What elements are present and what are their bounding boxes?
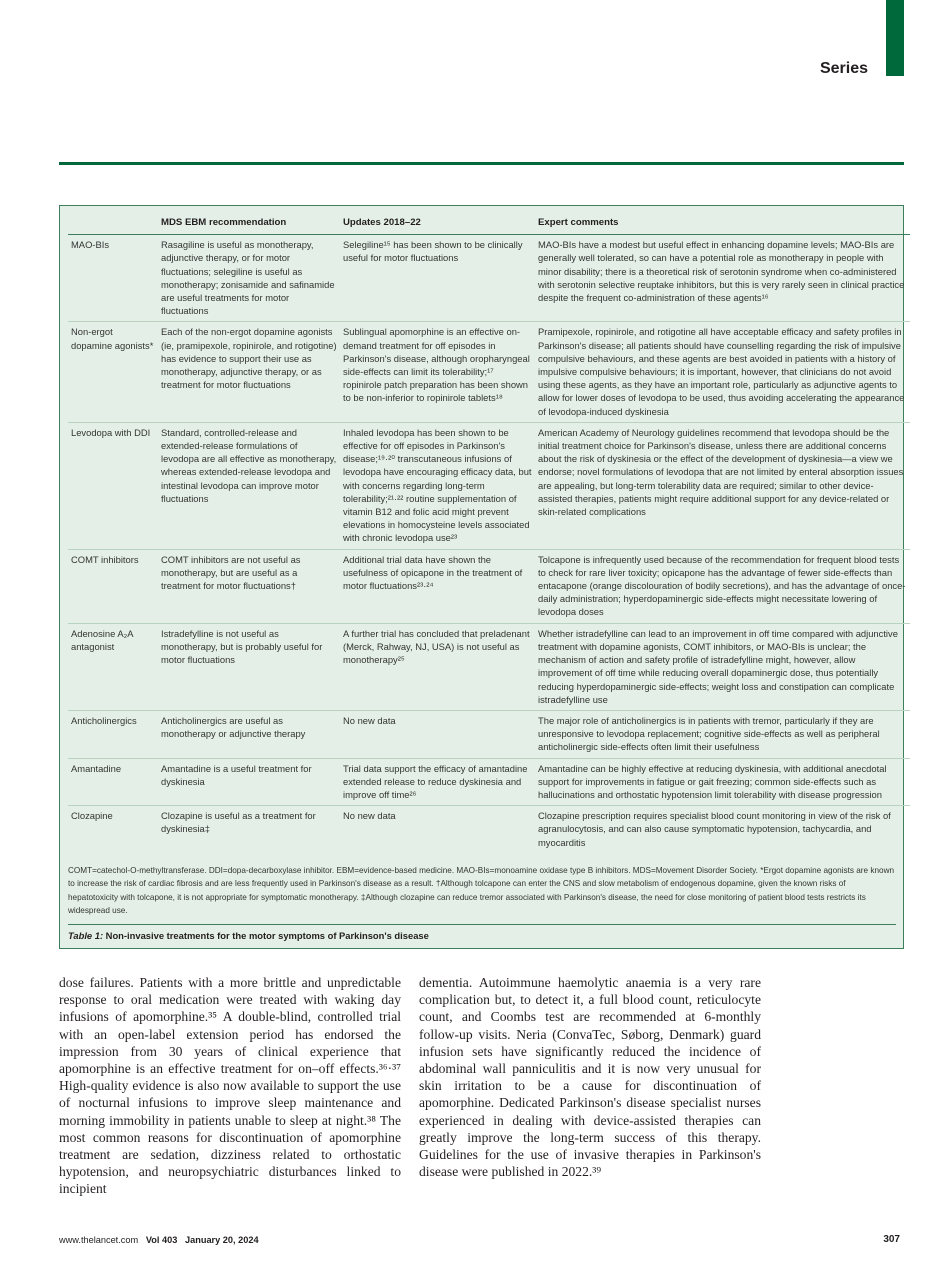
updates-cell: A further trial has concluded that preladenant (Merck, Rahway, NJ, USA) is not useful as monotherapy²⁵ [340,623,535,710]
body-text-left-column: dose failures. Patients with a more brittle and unpredictable response to oral medication were treated with waking day infusions of apomorphine.³⁵ A double-blind, controlled trial with an open-label extension period has endorsed the impression from 30 years of clinical experience that apomorphine is an effective treatment for on–off effects.³⁶·³⁷ High-quality evidence is also now available to support the use of nocturnal infusions to improve sleep maintenance and morning immobility in patients unable to sleep at night.³⁸ The most common reasons for discontinuation of apomorphine treatment are sedation, dizziness related to orthostatic hypotension, and neuropsychiatric disturbances linked to incipient [59,975,401,1197]
journal-volume: Vol 403 [145,1235,178,1245]
comments-cell: The major role of anticholinergics is in patients with tremor, particularly if they are unresponsive to levodopa replacement; cognitive side-effects as well as peripheral anticholinergic side-effects often limit their usefulness [535,710,910,758]
comments-cell: Pramipexole, ropinirole, and rotigotine all have acceptable efficacy and safety profiles in Parkinson's disease; all patients should have counselling regarding the risk of impulsive compulsive behaviours, and these agents are best avoided in patients with a history of impulsive compulsive behaviours; it is important, however, that clinicians do not avoid using these agents, as they have an important role, particularly as adjunctive agents to allow for lower doses of levodopa to be used, thus avoiding accelerating the appearance of levodopa-induced dyskinesia [535,322,910,422]
column-header: MDS EBM recommendation [158,212,340,235]
footer-citation [59,1235,259,1245]
recommendation-cell: Each of the non-ergot dopamine agonists (ie, pramipexole, ropinirole, and rotigotine) has evidence to support their use as monotherapy, adjunctive therapy, or as treatment for motor fluctuations [158,322,340,422]
drug-class-cell: Adenosine A₂A antagonist [68,623,158,710]
drug-class-cell: MAO-BIs [71,239,110,251]
section-label: Series [819,60,868,77]
updates-cell: Selegiline¹⁵ has been shown to be clinically useful for motor fluctuations [343,239,523,264]
body-text-right-column: dementia. Autoimmune haemolytic anaemia is a very rare complication but, to detect it, a full blood count, reticulocyte count, and Coombs test are recommended at 6-monthly follow-up visits. Neria (ConvaTec, Søborg, Denmark) guard infusion sets have significantly reduced the incidence of abdominal wall panniculitis and it is now very unusual for skin irritation to be a cause for discontinuation of apomorphine. Dedicated Parkinson's disease specialist nurses experienced in dealing with device-assisted therapies can greatly improve the long-term success of this therapy. Guidelines for the use of invasive therapies in Parkinson's disease were published in 2022.³⁹ [419,975,761,1180]
drug-class-cell: Clozapine [68,806,158,853]
updates-cell: Sublingual apomorphine is an effective on-demand treatment for off episodes in Parkinson's disease, although oropharyngeal side-effects can limit its tolerability;¹⁷ ropinirole patch preparation has been shown to be non-inferior to ropinirole tablets¹⁸ [340,322,535,422]
table-caption [68,930,429,941]
drug-class-cell: Levodopa with DDI [68,422,158,549]
drug-class-cell: COMT inhibitors [68,549,158,623]
table-row [68,422,910,549]
recommendation-cell: Clozapine is useful as a treatment for dyskinesia‡ [158,806,340,853]
table-header-row [68,212,910,235]
drug-class-cell: Anticholinergics [68,710,158,758]
recommendation-cell: Standard, controlled-release and extended-release formulations of levodopa are all effective as monotherapy, whereas extended-release levodopa and intestinal levodopa can improve motor fluctuations [158,422,340,549]
caption-rule [68,924,896,925]
updates-cell: Additional trial data have shown the usefulness of opicapone in the treatment of motor fluctuations²³·²⁴ [340,549,535,623]
drug-class-cell: Non-ergot dopamine agonists* [68,322,158,422]
updates-cell: No new data [340,710,535,758]
recommendation-cell: Amantadine is a useful treatment for dyskinesia [158,758,340,806]
table-caption-text: Non-invasive treatments for the motor symptoms of Parkinson's disease [103,930,429,941]
recommendation-cell: COMT inhibitors are not useful as monotherapy, but are useful as a treatment for motor fluctuations† [158,549,340,623]
top-rule [59,162,904,165]
column-header: Updates 2018–22 [340,212,535,235]
recommendation-cell: Istradefylline is not useful as monotherapy, but is probably useful for motor fluctuations [158,623,340,710]
issue-date: January 20, 2024 [185,1235,259,1245]
comments-cell: Amantadine can be highly effective at reducing dyskinesia, with additional anecdotal support for improvements in fatigue or gait freezing; common side-effects such as hallucinations and orthostatic hypotension limit tolerability with disease progression [535,758,910,806]
table-row [68,322,910,422]
table-row [68,806,910,853]
recommendation-cell: Rasagiline is useful as monotherapy, adjunctive therapy, or for motor fluctuations; selegiline is useful as monotherapy; zonisamide and safinamide are useful treatments for motor fluctuations [161,239,335,317]
journal-url: www.thelancet.com [59,1235,139,1245]
updates-cell: No new data [340,806,535,853]
table-row [68,549,910,623]
table-row [68,623,910,710]
comments-cell: Whether istradefylline can lead to an improvement in off time compared with adjunctive treatment with dopamine agonists, COMT inhibitors, or MAO-BIs is unclear; the mechanism of action and safety profile of istradefylline might, however, allow improvement of off time while reducing overall dopaminergic dose, thus potentially reducing hyperdopaminergic side-effects; weight loss and constipation can complicate istradefylline use [535,623,910,710]
updates-cell: Trial data support the efficacy of amantadine extended release to reduce dyskinesia and improve off time²⁶ [340,758,535,806]
comments-cell: American Academy of Neurology guidelines recommend that levodopa should be the initial treatment choice for Parkinson's disease, unless there are additional concerns about the risk of dyskinesia or the effect of the development of dyskinesia—a view we endorse; novel formulations of levodopa that are not limited by enteral absorption issues are appealing, but long-term tolerability data are required; similar to other device-assisted therapies, patients might require additional support for any device-related or skin-related complications [535,422,910,549]
table-row [68,758,910,806]
table-row [68,235,910,322]
treatment-table [68,212,910,853]
column-header [68,212,158,235]
comments-cell: Tolcapone is infrequently used because of the recommendation for frequent blood tests to check for rare liver toxicity; opicapone has the advantage of fewer side-effects than entacapone (orange discolouration of bodily secretions), and has the advantage of once-daily administration; hyperdopaminergic side-effects might necessitate lowering of levodopa doses [535,549,910,623]
column-header: Expert comments [535,212,910,235]
table-caption-label: Table 1: [68,930,104,941]
updates-cell: Inhaled levodopa has been shown to be effective for off episodes in Parkinson's disease;¹⁹·²⁰ transcutaneous infusions of levodopa have encouraging efficacy data, but with concerns regarding long-term tolerability;²¹·²² routine supplementation of vitamin B12 and folic acid might prevent elevations in homocysteine levels associated with chronic levodopa use²³ [340,422,535,549]
recommendation-cell: Anticholinergics are useful as monotherapy or adjunctive therapy [158,710,340,758]
table-footnote: COMT=catechol-O-methyltransferase. DDI=dopa-decarboxylase inhibitor. EBM=evidence-based medicine. MAO-BIs=monoamine oxidase type B inhibitors. MDS=Movement Disorder Society. *Ergot dopamine agonists are known to increase the risk of cardiac fibrosis and are less frequently used in Parkinson's disease as a result. †Although tolcapone can enter the CNS and slow metabolism of endogenous dopamine, given the known risks of hepatotoxicity with tolcapone, it is not appropriate for symptomatic monotherapy. ‡Although clozapine can reduce tremor associated with Parkinson's disease, the need for close monitoring of patient blood tests restricts its widespread use. [68,866,895,916]
comments-cell: Clozapine prescription requires specialist blood count monitoring in view of the risk of agranulocytosis, and can also cause symptomatic hypotension, tachycardia, and myocarditis [535,806,910,853]
table-panel [59,205,904,949]
comments-cell: MAO-BIs have a modest but useful effect in enhancing dopamine levels; MAO-BIs are generally well tolerated, so can have a potential role as monotherapy in people with minor disability; there is a theoretical risk of serotonin syndrome when co-administered with serotonin selective reuptake inhibitors, but this is very rarely seen in clinical practice despite the frequent co-administration of these agents¹⁶ [538,239,905,304]
drug-class-cell: Amantadine [68,758,158,806]
table-row [68,710,910,758]
section-color-tab [886,0,904,76]
page-number: 307 [883,1234,900,1245]
